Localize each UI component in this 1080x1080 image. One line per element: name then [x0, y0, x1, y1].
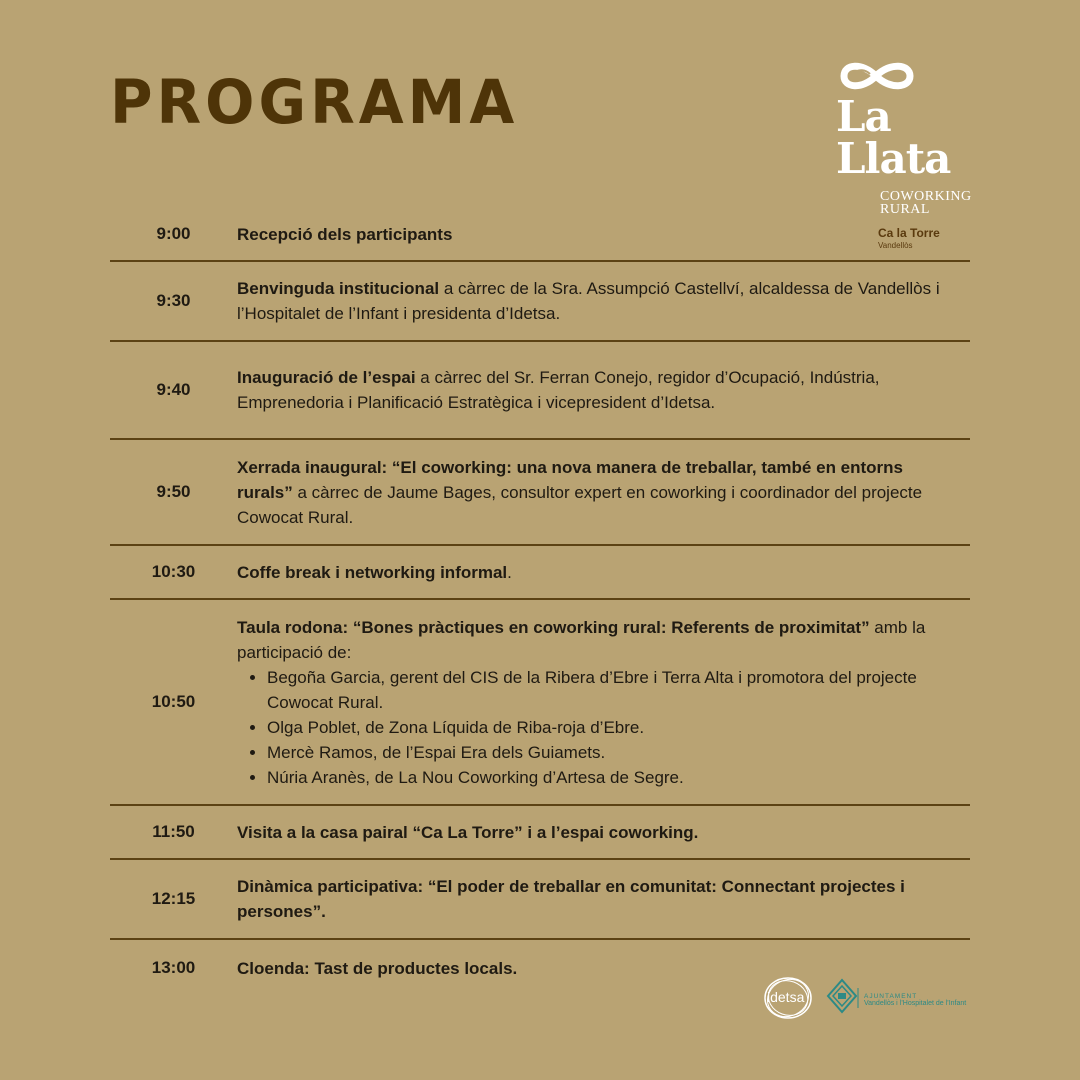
coat-of-arms-icon [824, 978, 860, 1018]
logo-wordmark: La Llata [836, 92, 951, 183]
schedule-row [110, 262, 970, 342]
schedule-time: 9:50 [156, 482, 191, 501]
schedule-time: 10:50 [151, 692, 196, 711]
schedule-description: Cloenda: Tast de productes locals. [237, 958, 518, 978]
schedule-row [110, 600, 970, 806]
list-item: • Mercè Ramos, de l’Espai Era dels Guiamets. [267, 740, 962, 765]
schedule-row [110, 342, 970, 440]
schedule-row [110, 208, 970, 262]
schedule-description: Recepció dels participants [237, 224, 453, 244]
schedule-time: 9:30 [156, 291, 191, 310]
schedule-description: Inauguració de l’espai a càrrec del Sr. Ferran Conejo, regidor d’Ocupació, Indústria, Emprenedoria i Planificació Estratègica i vicepresident d’Idetsa. [237, 368, 880, 412]
idetsa-logo: idetsa [762, 976, 814, 1020]
schedule-description: Xerrada inaugural: “El coworking: una nova manera de treballar, també en entorns rurals” a càrrec de Jaume Bages, consultor expert en coworking i coordinador del projecte Cowocat Rural. [237, 457, 923, 527]
schedule-time: 12:15 [151, 889, 196, 908]
schedule-row [110, 546, 970, 600]
sponsor-logos [762, 976, 977, 1022]
schedule-time: 9:00 [156, 224, 191, 243]
list-item: • Núria Aranès, de La Nou Coworking d’Artesa de Segre. [267, 765, 962, 790]
schedule-time: 13:00 [151, 958, 196, 977]
logo-town: Vandellòs [878, 241, 913, 250]
schedule-row [110, 806, 970, 860]
schedule-description: Visita a la casa pairal “Ca La Torre” i a l’espai coworking. [237, 822, 699, 842]
participants-list [237, 665, 962, 790]
logo-place: Ca la Torre [878, 226, 940, 240]
list-item: • Begoña Garcia, gerent del CIS de la Ribera d’Ebre i Terra Alta i promotora del projecte Cowocat Rural. [267, 665, 962, 715]
schedule-table [110, 208, 970, 996]
schedule-description: Coffe break i networking informal. [237, 562, 512, 582]
schedule-description: Benvinguda institucional a càrrec de la Sra. Assumpció Castellví, alcaldessa de Vandellòs i l’Hospitalet de l’Infant i presidenta d’Idetsa. [237, 279, 940, 323]
schedule-description: Taula rodona: “Bones pràctiques en coworking rural: Referents de proximitat” amb la participació de: • Begoña Garcia, gerent del CIS de la Ribera d’Ebre i Terra Alta i promotora del projecte Cowocat Rural. • Olga Poblet, de Zona Líquida de Riba-roja d’Ebre. • Mercè Ramos, de l’Espai Era dels Guiamets. • Núria Aranès, de La Nou Coworking d’Artesa de Segre. [237, 615, 970, 790]
page-title: PROGRAMA [110, 66, 519, 138]
schedule-description: Dinàmica participativa: “El poder de treballar en comunitat: Connectant projectes i persones”. [237, 877, 905, 921]
schedule-time: 11:50 [152, 822, 195, 841]
schedule-row [110, 860, 970, 940]
ajuntament-logo: AJUNTAMENT Vandellòs i l’Hospitalet de l’Infant [824, 978, 974, 1018]
logo-subtitle-rural: RURAL [880, 202, 930, 217]
schedule-time: 10:30 [151, 562, 196, 581]
schedule-time: 9:40 [156, 380, 191, 399]
list-item: • Olga Poblet, de Zona Líquida de Riba-roja d’Ebre. [267, 715, 962, 740]
logo-subtitle-coworking: COWORKING [880, 189, 972, 204]
infinity-knot-icon [836, 58, 916, 94]
schedule-row [110, 440, 970, 546]
